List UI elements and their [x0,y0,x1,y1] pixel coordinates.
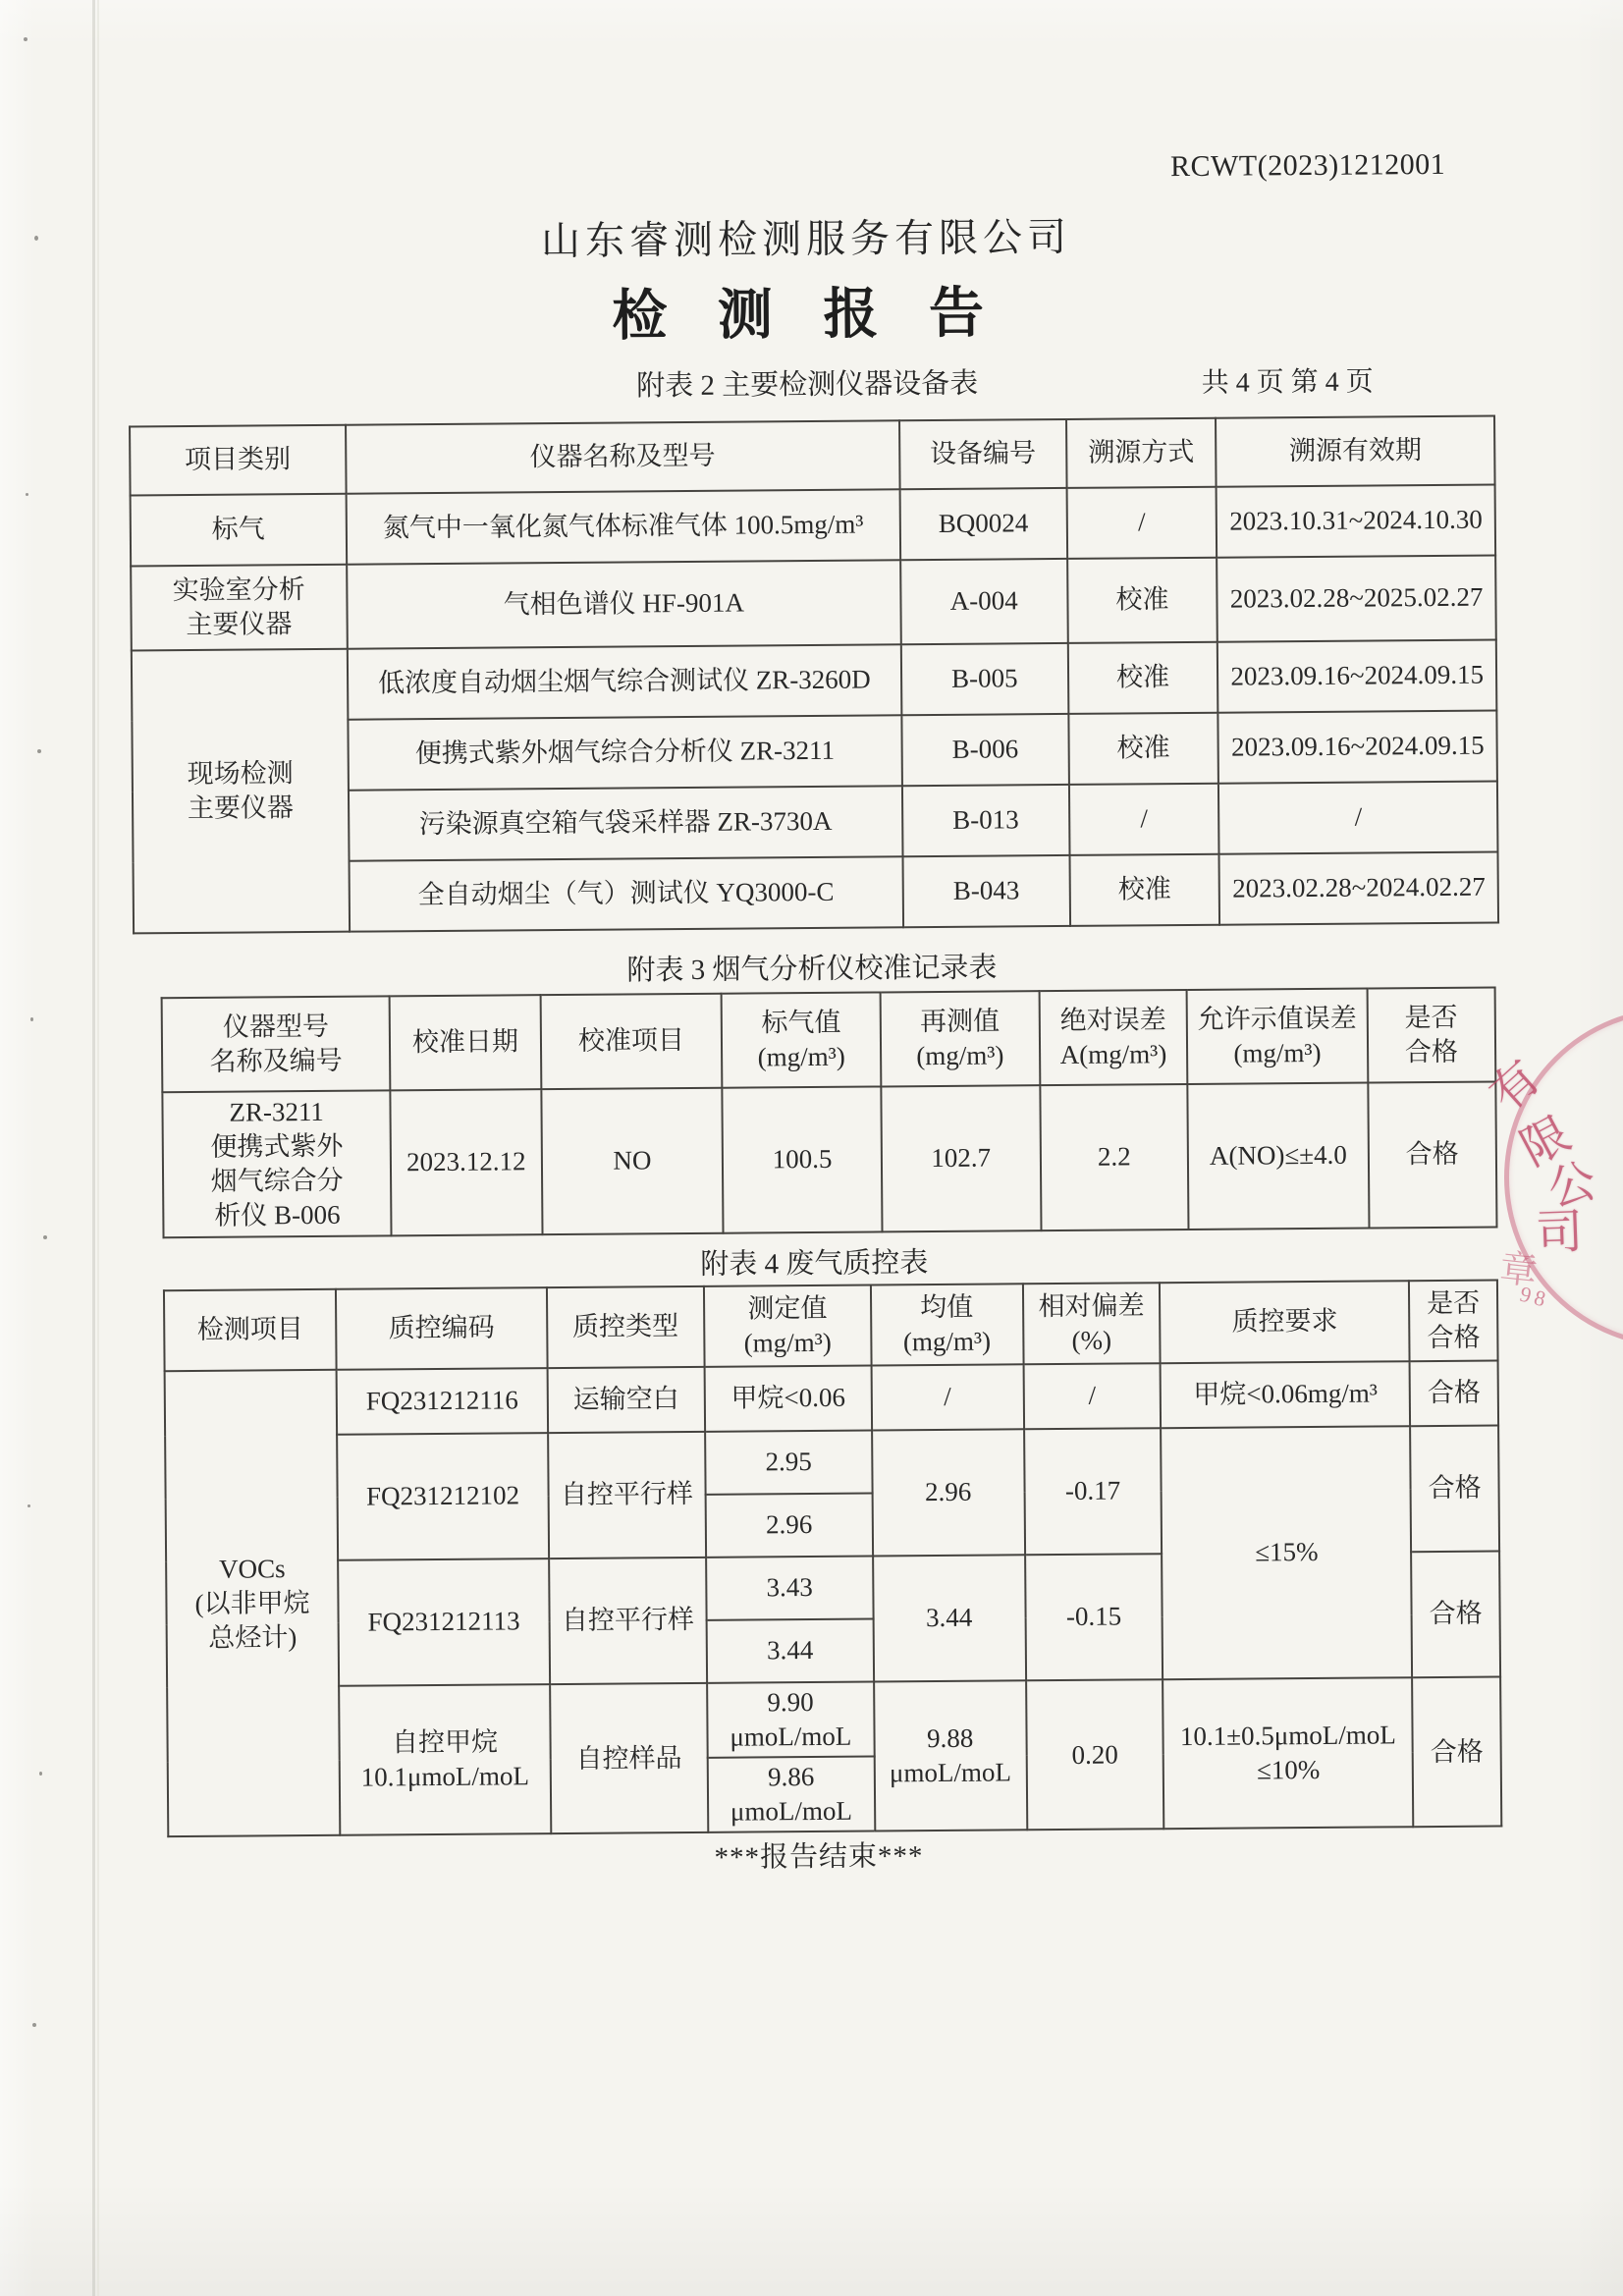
test-item-cell: VOCs (以非甲烷 总烃计) [165,1370,341,1837]
table4-caption: 附表 4 废气质控表 [700,1247,929,1281]
measured-value-cell: 3.43 [706,1557,873,1620]
trace-method-cell: 校准 [1067,558,1218,643]
validity-cell: 2023.02.28~2025.02.27 [1217,556,1496,642]
report-number: RCWT(2023)1212001 [1169,147,1446,184]
table-row [165,1426,1498,1500]
table-row [132,640,1497,722]
qc-type-cell: 运输空白 [547,1367,705,1433]
mean-value-cell: 2.96 [872,1429,1025,1556]
column-header: 仪器型号 名称及编号 [162,996,391,1092]
column-header: 再测值 (mg/m³) [881,991,1040,1086]
trace-method-cell: 校准 [1067,642,1217,714]
instrument-cell: 便携式紫外烟气综合分析仪 ZR-3211 [348,715,902,790]
report-end-mark: ***报告结束*** [714,1840,924,1874]
calibration-item-cell: NO [541,1088,724,1234]
relative-deviation-cell: 0.20 [1026,1679,1164,1830]
table2-caption: 附表 2 主要检测仪器设备表 [636,367,979,403]
instrument-cell: 低浓度自动烟尘烟气综合测试仪 ZR-3260D [347,644,901,719]
instrument-cell: 全自动烟尘（气）测试仪 YQ3000-C [349,856,903,931]
column-header: 相对偏差 (%) [1022,1283,1160,1364]
validity-cell: 2023.09.16~2024.09.15 [1218,711,1497,784]
column-header: 仪器名称及型号 [346,420,900,493]
retest-value-cell: 102.7 [881,1085,1041,1231]
report-title: 检 测 报 告 [612,281,1002,347]
seal-text-char: 章 [1497,1248,1540,1293]
column-header: 校准日期 [390,995,541,1090]
qc-code-cell: FQ231212113 [338,1558,550,1686]
column-header: 是否 合格 [1409,1281,1497,1362]
column-header: 质控编码 [336,1287,547,1370]
column-header: 标气值 (mg/m³) [722,992,881,1087]
category-cell: 实验室分析 主要仪器 [131,565,347,651]
trace-method-cell: 校准 [1068,713,1218,785]
qc-code-cell: 自控甲烷 10.1μmoL/moL [339,1684,551,1835]
relative-deviation-cell: / [1023,1363,1161,1429]
qc-type-cell: 自控平行样 [549,1558,707,1684]
equipment-table [129,415,1499,935]
table-header-row [162,988,1496,1093]
qc-requirement-cell: ≤15% [1161,1426,1412,1679]
device-code-cell: B-005 [901,643,1068,715]
seal-digits: 98 [1517,1281,1552,1313]
qc-table [163,1280,1502,1838]
measured-value-cell: 9.86 μmoL/moL [708,1757,875,1833]
device-code-cell: B-006 [901,714,1068,786]
allowed-error-cell: A(NO)≤±4.0 [1188,1083,1369,1230]
trace-method-cell: 校准 [1069,854,1219,926]
column-header: 允许示值误差 (mg/m³) [1187,989,1368,1084]
table-header-row [164,1281,1498,1372]
table-row [131,485,1496,567]
qc-type-cell: 自控平行样 [548,1432,706,1558]
pass-cell: 合格 [1410,1426,1499,1553]
column-header: 绝对误差 A(mg/m³) [1039,990,1187,1085]
qc-requirement-cell: 甲烷<0.06mg/m³ [1161,1361,1410,1428]
validity-cell: / [1218,782,1497,854]
calibration-date-cell: 2023.12.12 [391,1089,543,1235]
column-header: 校准项目 [540,994,722,1089]
column-header: 检测项目 [164,1289,337,1371]
device-code-cell: B-013 [902,785,1069,856]
column-header: 均值 (mg/m³) [871,1284,1023,1365]
mean-value-cell: 3.44 [873,1555,1026,1681]
seal-text-char: 有 [1480,1051,1550,1121]
validity-cell: 2023.02.28~2024.02.27 [1219,852,1498,925]
table-header-row [130,416,1495,496]
pass-cell: 合格 [1410,1361,1498,1427]
measured-value-cell: 3.44 [707,1619,874,1683]
page-count-label: 共 4 页 第 4 页 [1201,366,1374,399]
qc-requirement-cell: 10.1±0.5μmoL/moL ≤10% [1163,1677,1413,1829]
measured-value-cell: 2.96 [706,1494,873,1558]
seal-text-char: 限 [1512,1108,1579,1176]
category-cell: 现场检测 主要仪器 [132,649,350,934]
absolute-error-cell: 2.2 [1040,1084,1189,1230]
pass-cell: 合格 [1368,1082,1497,1229]
instrument-id-cell: ZR-3211 便携式紫外 烟气综合分 析仪 B-006 [162,1090,391,1237]
measured-value-cell: 9.90 μmoL/moL [707,1682,874,1759]
calibration-table [161,987,1498,1239]
measured-value-cell: 2.95 [705,1431,872,1495]
column-header: 质控要求 [1160,1281,1410,1363]
pass-cell: 合格 [1412,1677,1501,1828]
column-header: 质控类型 [547,1286,705,1368]
table3-caption: 附表 3 烟气分析仪校准记录表 [626,952,998,987]
relative-deviation-cell: -0.15 [1025,1554,1163,1680]
relative-deviation-cell: -0.17 [1024,1428,1163,1555]
trace-method-cell: / [1066,487,1217,559]
measured-value-cell: 甲烷<0.06 [705,1366,872,1432]
instrument-cell: 污染源真空箱气袋采样器 ZR-3730A [349,786,903,860]
device-code-cell: BQ0024 [900,488,1067,560]
device-code-cell: A-004 [900,559,1067,644]
trace-method-cell: / [1068,784,1218,855]
pass-cell: 合格 [1411,1552,1500,1678]
column-header: 溯源方式 [1066,418,1217,488]
qc-type-cell: 自控样品 [550,1683,708,1834]
column-header: 设备编号 [899,419,1066,489]
qc-code-cell: FQ231212116 [337,1368,548,1435]
category-cell: 标气 [131,494,347,567]
standard-gas-value-cell: 100.5 [723,1086,883,1232]
table-row [167,1677,1501,1763]
company-name: 山东睿测检测服务有限公司 [540,214,1072,264]
column-header: 溯源有效期 [1216,416,1494,487]
column-header: 测定值 (mg/m³) [704,1285,871,1367]
seal-text-char: 公 [1542,1154,1601,1217]
table-row [131,556,1496,651]
seal-text-char: 司 [1535,1206,1585,1260]
column-header: 是否 合格 [1367,988,1495,1083]
mean-value-cell: / [871,1364,1023,1430]
validity-cell: 2023.09.16~2024.09.15 [1217,640,1496,713]
mean-value-cell: 9.88 μmoL/moL [874,1680,1027,1831]
device-code-cell: B-043 [902,855,1069,927]
instrument-cell: 氮气中一氧化氮气体标准气体 100.5mg/m³ [346,489,900,564]
table-row [162,1082,1496,1238]
instrument-cell: 气相色谱仪 HF-901A [347,560,901,648]
qc-code-cell: FQ231212102 [337,1433,549,1560]
table-row [165,1361,1498,1437]
column-header: 项目类别 [130,425,346,496]
validity-cell: 2023.10.31~2024.10.30 [1217,485,1495,558]
